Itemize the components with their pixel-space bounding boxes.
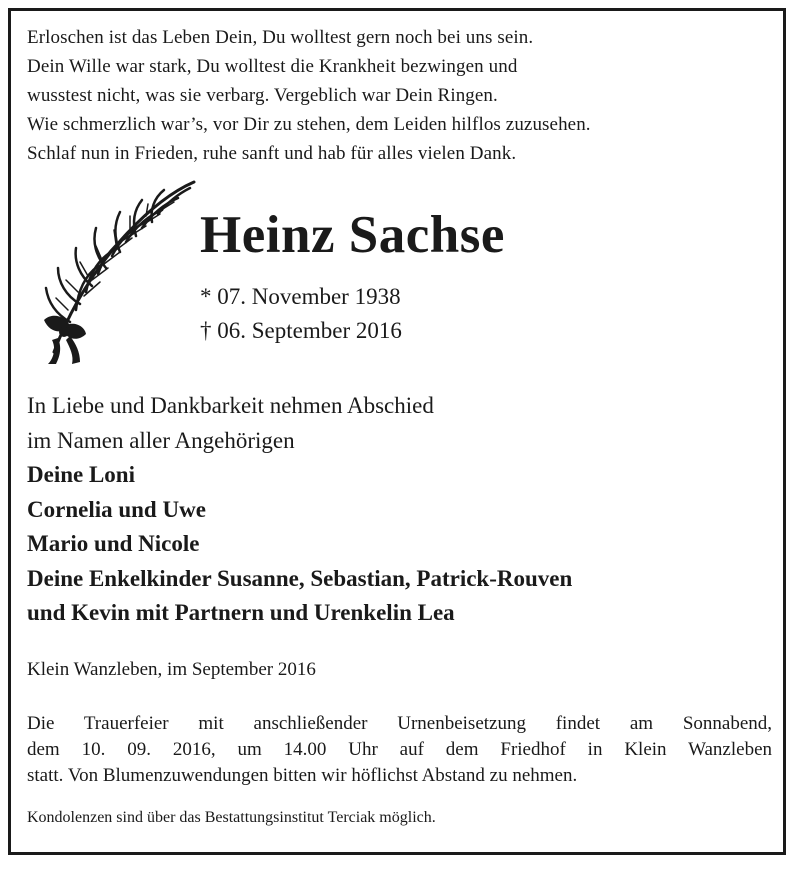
- mourners-block: [27, 389, 777, 631]
- ceremony-line: Die Trauerfeier mit anschließender Urnenbeisetzung findet am Sonnabend,: [27, 713, 772, 734]
- mourners-intro: im Namen aller Angehörigen: [27, 427, 295, 453]
- ceremony-line: statt. Von Blumenzuwendungen bitten wir höflichst Abstand zu nehmen.: [27, 765, 578, 786]
- condolences-note: Kondolenzen sind über das Bestattungsinstitut Terciak möglich.: [27, 809, 436, 826]
- death-date: † 06. September 2016: [200, 318, 402, 343]
- poem-line: Dein Wille war stark, Du wolltest die Krankheit bezwingen und: [27, 56, 518, 77]
- ceremony-notice: [27, 711, 772, 789]
- place-and-date: Klein Wanzleben, im September 2016: [27, 659, 316, 680]
- deceased-name: Heinz Sachse: [200, 206, 505, 264]
- poem-line: wusstest nicht, was sie verbarg. Vergeblich war Dein Ringen.: [27, 85, 498, 106]
- birth-date: * 07. November 1938: [200, 284, 401, 309]
- poem: [27, 23, 767, 168]
- mourner-name: Cornelia und Uwe: [27, 496, 206, 522]
- poem-line: Wie schmerzlich war’s, vor Dir zu stehen, dem Leiden hilflos zuzusehen.: [27, 114, 591, 135]
- poem-line: Erloschen ist das Leben Dein, Du wolltest gern noch bei uns sein.: [27, 27, 534, 48]
- ceremony-line: dem 10. 09. 2016, um 14.00 Uhr auf dem Friedhof in Klein Wanzleben: [27, 739, 772, 760]
- palm-branch-icon: [26, 170, 206, 365]
- life-dates: [200, 280, 402, 348]
- mourners-intro: In Liebe und Dankbarkeit nehmen Abschied: [27, 393, 434, 418]
- mourner-name: und Kevin mit Partnern und Urenkelin Lea: [27, 600, 455, 625]
- mourner-name: Deine Enkelkinder Susanne, Sebastian, Patrick-Rouven: [27, 565, 573, 591]
- poem-line: Schlaf nun in Frieden, ruhe sanft und hab für alles vielen Dank.: [27, 143, 517, 164]
- mourner-name: Mario und Nicole: [27, 531, 200, 556]
- mourner-name: Deine Loni: [27, 462, 135, 487]
